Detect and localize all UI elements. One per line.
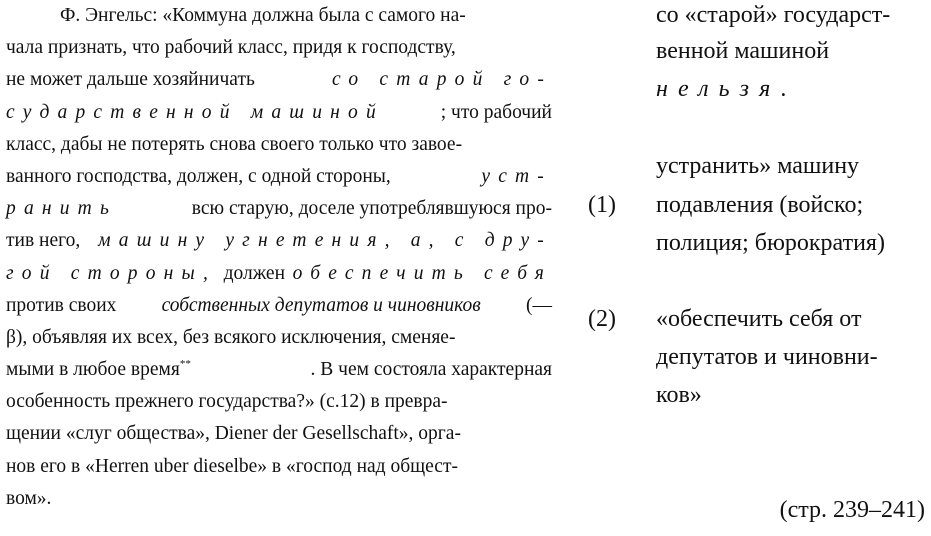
text-fragment: тив него, — [6, 230, 81, 252]
text-fragment: класс, дабы не потерять снова своего только что завое- — [6, 133, 463, 155]
text-line — [6, 386, 552, 418]
text-fragment: щении «слуг общества», Diener der Gesellschaft», орга- — [6, 423, 461, 445]
text-fragment: должен — [223, 262, 286, 284]
text-fragment: особенность прежнего государства?» (с.12) в превра- — [6, 391, 448, 413]
text-fragment: чала признать, что рабочий класс, придя к господству, — [6, 37, 456, 59]
text-line — [6, 290, 552, 322]
text-line — [6, 161, 552, 193]
margin-note-line: ков» — [656, 382, 702, 408]
text-line — [6, 0, 552, 32]
spaced-emphasis: уст- — [481, 165, 552, 187]
spaced-emphasis: гой стороны, — [6, 262, 217, 284]
text-fragment: нов его в «Herren uber dieselbe» в «господ над общест- — [6, 455, 458, 477]
text-line — [6, 225, 552, 257]
text-line — [6, 64, 552, 96]
spaced-emphasis: нельзя — [656, 76, 781, 102]
margin-note-line — [656, 76, 786, 103]
text-fragment: . — [780, 76, 787, 102]
margin-note-line: устранить» машину — [656, 153, 860, 179]
text-line — [6, 418, 552, 450]
main-text-column — [6, 0, 552, 515]
text-line — [6, 129, 552, 161]
text-line — [6, 258, 552, 290]
text-fragment: мыми в любое время — [6, 359, 180, 381]
note-number: (2) — [588, 306, 616, 332]
text-line — [6, 193, 552, 225]
text-fragment: не может дальше хозяйничать — [6, 69, 255, 91]
margin-note-line: венной машиной — [656, 38, 830, 64]
margin-note-line: депутатов и чиновни- — [656, 344, 878, 370]
text-fragment: β), объявляя их всех, без всякого исключения, сменяе- — [6, 326, 456, 348]
margin-note-line: подавления (войско; — [656, 192, 864, 218]
text-fragment: ванного господства, должен, с одной стороны, — [6, 165, 391, 187]
text-fragment: Ф. Энгельс: «Коммуна должна была с самого на- — [60, 5, 466, 26]
text-fragment: ; что рабочий — [440, 101, 552, 123]
text-line — [6, 483, 552, 515]
spaced-emphasis: со старой го- — [332, 69, 552, 91]
text-line — [6, 97, 552, 129]
spaced-emphasis: ранить — [6, 198, 118, 220]
text-fragment: . В чем состояла характерная — [310, 359, 552, 381]
page-reference: (стр. 239–241) — [779, 497, 925, 523]
margin-note-line: полиция; бюрократия) — [656, 230, 885, 256]
text-line — [6, 322, 552, 354]
text-fragment: вом». — [6, 487, 52, 509]
italic-emphasis: собственных депутатов и чиновников — [161, 294, 481, 316]
text-line — [6, 32, 552, 64]
text-fragment: (— — [525, 294, 552, 316]
text-fragment — [6, 354, 191, 386]
text-fragment: против своих — [6, 294, 117, 316]
note-number: (1) — [588, 192, 616, 218]
text-line — [6, 354, 552, 386]
spaced-emphasis: сударственной машиной — [6, 101, 384, 123]
margin-note-line: со «старой» государст- — [656, 2, 891, 28]
text-line — [6, 451, 552, 483]
spaced-emphasis: обеспечить себя — [292, 262, 552, 284]
text-fragment: всю старую, доселе употреблявшуюся про- — [191, 198, 552, 220]
spaced-emphasis: машину угнетения, а, с дру- — [98, 230, 552, 252]
margin-note-line: «обеспечить себя от — [656, 306, 862, 332]
footnote-mark: ** — [179, 358, 191, 371]
